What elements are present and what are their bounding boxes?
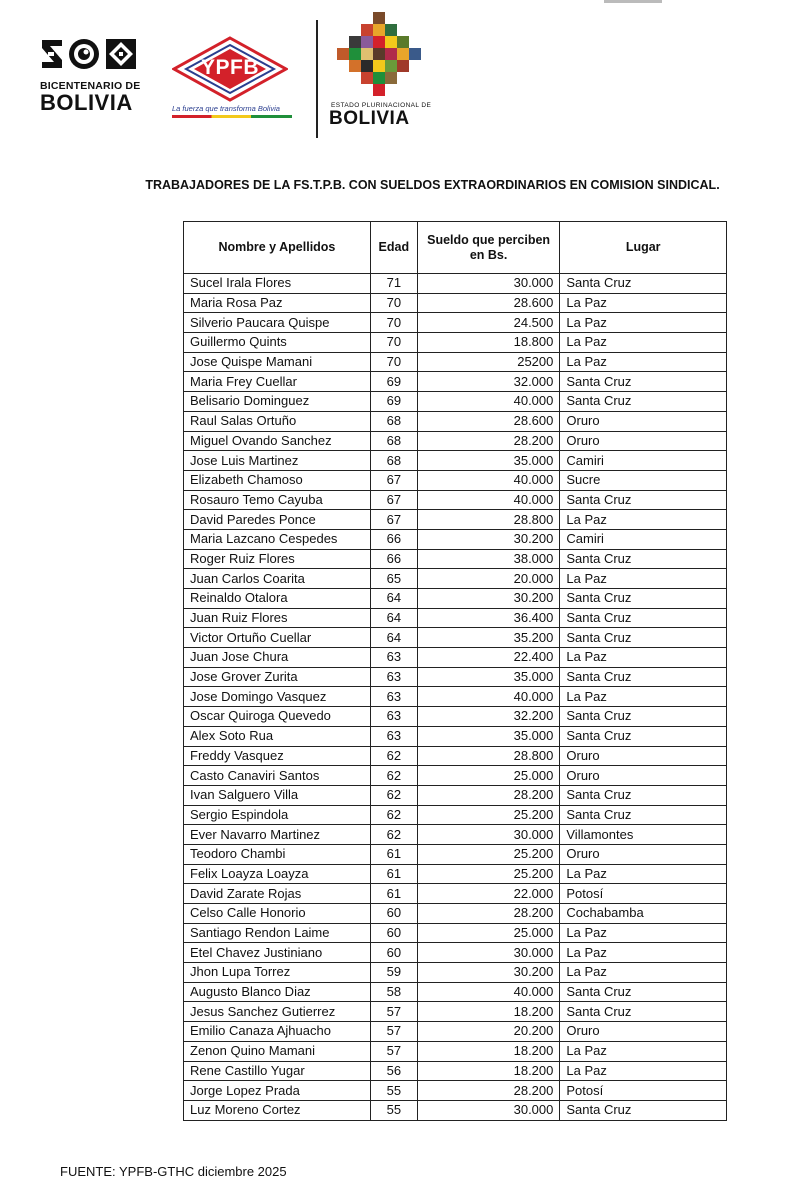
cell-age: 67: [370, 470, 417, 490]
cell-name: Jose Quispe Mamani: [184, 352, 371, 372]
table-row: [184, 766, 727, 786]
cell-salary: 22.400: [417, 648, 560, 668]
table-body: [184, 274, 727, 1121]
cell-salary: 30.000: [417, 1100, 560, 1120]
cell-location: Santa Cruz: [560, 392, 727, 412]
cell-age: 67: [370, 490, 417, 510]
cell-salary: 38.000: [417, 549, 560, 569]
cell-location: Oruro: [560, 766, 727, 786]
cell-name: Teodoro Chambi: [184, 844, 371, 864]
cell-location: La Paz: [560, 569, 727, 589]
cell-salary: 30.000: [417, 274, 560, 294]
cell-salary: 28.600: [417, 293, 560, 313]
table-row: [184, 274, 727, 294]
table-row: [184, 785, 727, 805]
cell-age: 61: [370, 844, 417, 864]
cell-age: 63: [370, 667, 417, 687]
cell-location: Oruro: [560, 431, 727, 451]
cell-name: Jesus Sanchez Gutierrez: [184, 1002, 371, 1022]
table-row: [184, 628, 727, 648]
cell-salary: 22.000: [417, 884, 560, 904]
bicentenario-line2: BOLIVIA: [40, 90, 133, 115]
cell-name: Zenon Quino Mamani: [184, 1041, 371, 1061]
cell-location: Cochabamba: [560, 904, 727, 924]
document-title: TRABAJADORES DE LA FS.T.P.B. CON SUELDOS EXTRAORDINARIOS EN COMISION SINDICAL.: [145, 178, 720, 192]
table-row: [184, 352, 727, 372]
cell-salary: 35.200: [417, 628, 560, 648]
bicentenario-line1: BICENTENARIO DE: [40, 80, 141, 92]
cell-salary: 32.000: [417, 372, 560, 392]
table-row: [184, 648, 727, 668]
cell-location: La Paz: [560, 333, 727, 353]
cell-name: Casto Canaviri Santos: [184, 766, 371, 786]
cell-name: Santiago Rendon Laime: [184, 923, 371, 943]
cell-name: Juan Carlos Coarita: [184, 569, 371, 589]
cell-age: 66: [370, 529, 417, 549]
ypfb-diamond-icon: [172, 36, 288, 102]
cell-age: 55: [370, 1100, 417, 1120]
table-row: [184, 844, 727, 864]
cell-name: Silverio Paucara Quispe: [184, 313, 371, 333]
cell-age: 60: [370, 923, 417, 943]
header-salary: Sueldo que perciben en Bs.: [417, 222, 560, 274]
cell-name: Etel Chavez Justiniano: [184, 943, 371, 963]
cell-age: 61: [370, 864, 417, 884]
cell-salary: 40.000: [417, 687, 560, 707]
table-row: [184, 667, 727, 687]
table-row: [184, 982, 727, 1002]
cell-salary: 28.200: [417, 904, 560, 924]
table-row: [184, 431, 727, 451]
table-row: [184, 805, 727, 825]
document-header: [0, 0, 805, 150]
cell-salary: 25.000: [417, 923, 560, 943]
cell-name: Reinaldo Otalora: [184, 589, 371, 609]
cell-age: 70: [370, 293, 417, 313]
cell-age: 62: [370, 825, 417, 845]
table-row: [184, 589, 727, 609]
cell-location: Camiri: [560, 451, 727, 471]
table-row: [184, 1100, 727, 1120]
top-edge-mark: [604, 0, 662, 3]
cell-name: Ever Navarro Martinez: [184, 825, 371, 845]
cell-location: Santa Cruz: [560, 372, 727, 392]
cell-salary: 18.800: [417, 333, 560, 353]
table-row: [184, 707, 727, 727]
cell-name: Ivan Salguero Villa: [184, 785, 371, 805]
cell-salary: 30.000: [417, 943, 560, 963]
table-row: [184, 1061, 727, 1081]
table-row: [184, 451, 727, 471]
ypfb-logo: [168, 36, 298, 118]
cell-name: Roger Ruiz Flores: [184, 549, 371, 569]
table-row: [184, 963, 727, 983]
table-row: [184, 864, 727, 884]
cell-age: 71: [370, 274, 417, 294]
cell-name: Juan Jose Chura: [184, 648, 371, 668]
cell-age: 60: [370, 943, 417, 963]
cell-salary: 18.200: [417, 1002, 560, 1022]
table-row: [184, 825, 727, 845]
cell-name: Juan Ruiz Flores: [184, 608, 371, 628]
header-location: Lugar: [560, 222, 727, 274]
cell-salary: 32.200: [417, 707, 560, 727]
cell-age: 62: [370, 766, 417, 786]
estado-plurinacional-logo: [325, 12, 435, 129]
cell-salary: 28.200: [417, 1081, 560, 1101]
estado-line2: BOLIVIA: [329, 108, 410, 129]
cell-age: 61: [370, 884, 417, 904]
cell-name: Rosauro Temo Cayuba: [184, 490, 371, 510]
table-row: [184, 746, 727, 766]
cell-age: 68: [370, 431, 417, 451]
cell-salary: 30.000: [417, 825, 560, 845]
cell-location: Villamontes: [560, 825, 727, 845]
table-row: [184, 687, 727, 707]
cell-location: Oruro: [560, 844, 727, 864]
table-row: [184, 943, 727, 963]
cell-location: Santa Cruz: [560, 628, 727, 648]
cell-salary: 28.200: [417, 431, 560, 451]
source-note: FUENTE: YPFB-GTHC diciembre 2025: [60, 1164, 287, 1179]
cell-location: Santa Cruz: [560, 1100, 727, 1120]
cell-age: 63: [370, 707, 417, 727]
cell-age: 70: [370, 333, 417, 353]
cell-location: Oruro: [560, 1022, 727, 1042]
cell-location: Santa Cruz: [560, 726, 727, 746]
table-row: [184, 529, 727, 549]
cell-name: Maria Frey Cuellar: [184, 372, 371, 392]
cell-age: 69: [370, 392, 417, 412]
cell-name: Sucel Irala Flores: [184, 274, 371, 294]
cell-salary: 35.000: [417, 726, 560, 746]
cell-location: Santa Cruz: [560, 667, 727, 687]
cell-name: Freddy Vasquez: [184, 746, 371, 766]
table-row: [184, 1002, 727, 1022]
cell-location: La Paz: [560, 864, 727, 884]
cell-location: Potosí: [560, 1081, 727, 1101]
table-row: [184, 333, 727, 353]
cell-age: 60: [370, 904, 417, 924]
cell-location: La Paz: [560, 293, 727, 313]
cell-age: 63: [370, 648, 417, 668]
bicentenario-emblem-icon: [40, 32, 152, 76]
cell-location: La Paz: [560, 1061, 727, 1081]
cell-salary: 40.000: [417, 470, 560, 490]
cell-location: La Paz: [560, 1041, 727, 1061]
cell-age: 58: [370, 982, 417, 1002]
cell-name: David Zarate Rojas: [184, 884, 371, 904]
cell-location: Santa Cruz: [560, 982, 727, 1002]
cell-age: 62: [370, 785, 417, 805]
estado-line1: ESTADO PLURINACIONAL DE: [331, 102, 432, 109]
cell-location: La Paz: [560, 510, 727, 530]
cell-location: Santa Cruz: [560, 549, 727, 569]
cell-salary: 28.600: [417, 411, 560, 431]
cell-name: Maria Lazcano Cespedes: [184, 529, 371, 549]
cell-salary: 18.200: [417, 1041, 560, 1061]
cell-location: Santa Cruz: [560, 805, 727, 825]
cell-salary: 35.000: [417, 451, 560, 471]
cell-salary: 28.200: [417, 785, 560, 805]
table-row: [184, 411, 727, 431]
cell-salary: 24.500: [417, 313, 560, 333]
cell-location: Santa Cruz: [560, 1002, 727, 1022]
cell-location: Santa Cruz: [560, 608, 727, 628]
cell-age: 62: [370, 746, 417, 766]
cell-location: La Paz: [560, 313, 727, 333]
cell-age: 63: [370, 687, 417, 707]
cell-name: David Paredes Ponce: [184, 510, 371, 530]
cell-name: Victor Ortuño Cuellar: [184, 628, 371, 648]
table-row: [184, 392, 727, 412]
cell-location: La Paz: [560, 923, 727, 943]
cell-name: Rene Castillo Yugar: [184, 1061, 371, 1081]
cell-salary: 30.200: [417, 589, 560, 609]
cell-salary: 25200: [417, 352, 560, 372]
ypfb-name: YPFB: [200, 56, 259, 79]
cell-age: 70: [370, 352, 417, 372]
cell-age: 59: [370, 963, 417, 983]
cell-age: 57: [370, 1022, 417, 1042]
cell-salary: 40.000: [417, 490, 560, 510]
header-name: Nombre y Apellidos: [184, 222, 371, 274]
table-row: [184, 470, 727, 490]
table-row: [184, 608, 727, 628]
cell-salary: 28.800: [417, 510, 560, 530]
table-row: [184, 549, 727, 569]
cell-salary: 18.200: [417, 1061, 560, 1081]
cell-salary: 25.200: [417, 844, 560, 864]
cell-age: 70: [370, 313, 417, 333]
cell-location: Santa Cruz: [560, 589, 727, 609]
bicentenario-logo: [40, 32, 152, 114]
cell-name: Oscar Quiroga Quevedo: [184, 707, 371, 727]
cell-name: Felix Loayza Loayza: [184, 864, 371, 884]
cell-salary: 25.200: [417, 805, 560, 825]
cell-age: 67: [370, 510, 417, 530]
header-age: Edad: [370, 222, 417, 274]
ypfb-tricolor-bar: [172, 115, 292, 118]
table-row: [184, 293, 727, 313]
table-row: [184, 569, 727, 589]
cell-age: 65: [370, 569, 417, 589]
cell-age: 62: [370, 805, 417, 825]
cell-name: Emilio Canaza Ajhuacho: [184, 1022, 371, 1042]
ypfb-tagline: La fuerza que transforma Bolivia: [172, 104, 280, 113]
cell-location: La Paz: [560, 648, 727, 668]
table-row: [184, 1022, 727, 1042]
cell-salary: 20.200: [417, 1022, 560, 1042]
cell-salary: 25.200: [417, 864, 560, 884]
cell-name: Jose Domingo Vasquez: [184, 687, 371, 707]
cell-salary: 20.000: [417, 569, 560, 589]
cell-age: 57: [370, 1041, 417, 1061]
cell-name: Alex Soto Rua: [184, 726, 371, 746]
cell-salary: 40.000: [417, 392, 560, 412]
cell-salary: 25.000: [417, 766, 560, 786]
cell-age: 64: [370, 589, 417, 609]
workers-table: [183, 221, 727, 1121]
cell-location: La Paz: [560, 687, 727, 707]
cell-location: Santa Cruz: [560, 274, 727, 294]
cell-location: La Paz: [560, 352, 727, 372]
cell-age: 63: [370, 726, 417, 746]
table-row: [184, 313, 727, 333]
cell-location: Oruro: [560, 746, 727, 766]
cell-name: Jorge Lopez Prada: [184, 1081, 371, 1101]
cell-salary: 40.000: [417, 982, 560, 1002]
cell-age: 66: [370, 549, 417, 569]
cell-name: Luz Moreno Cortez: [184, 1100, 371, 1120]
cell-salary: 30.200: [417, 963, 560, 983]
cell-name: Belisario Dominguez: [184, 392, 371, 412]
cell-location: Oruro: [560, 411, 727, 431]
cell-age: 69: [370, 372, 417, 392]
cell-age: 56: [370, 1061, 417, 1081]
cell-salary: 30.200: [417, 529, 560, 549]
cell-age: 64: [370, 608, 417, 628]
cell-location: Santa Cruz: [560, 490, 727, 510]
cell-age: 68: [370, 411, 417, 431]
table-row: [184, 726, 727, 746]
cell-location: Potosí: [560, 884, 727, 904]
cell-salary: 35.000: [417, 667, 560, 687]
cell-location: Sucre: [560, 470, 727, 490]
table-header-row: [184, 222, 727, 274]
cell-location: Camiri: [560, 529, 727, 549]
cell-salary: 28.800: [417, 746, 560, 766]
cell-name: Maria Rosa Paz: [184, 293, 371, 313]
cell-location: La Paz: [560, 943, 727, 963]
table-row: [184, 904, 727, 924]
cell-name: Elizabeth Chamoso: [184, 470, 371, 490]
cell-age: 57: [370, 1002, 417, 1022]
cell-name: Miguel Ovando Sanchez: [184, 431, 371, 451]
cell-name: Celso Calle Honorio: [184, 904, 371, 924]
header-divider: [316, 20, 318, 138]
cell-location: Santa Cruz: [560, 785, 727, 805]
table-row: [184, 1041, 727, 1061]
cell-name: Jose Grover Zurita: [184, 667, 371, 687]
cell-age: 64: [370, 628, 417, 648]
cell-name: Jose Luis Martinez: [184, 451, 371, 471]
cell-location: La Paz: [560, 963, 727, 983]
cell-age: 55: [370, 1081, 417, 1101]
table-row: [184, 510, 727, 530]
cell-name: Jhon Lupa Torrez: [184, 963, 371, 983]
table-row: [184, 923, 727, 943]
table-row: [184, 372, 727, 392]
cell-location: Santa Cruz: [560, 707, 727, 727]
cell-name: Guillermo Quints: [184, 333, 371, 353]
table-row: [184, 884, 727, 904]
table-row: [184, 1081, 727, 1101]
cell-age: 68: [370, 451, 417, 471]
cell-name: Augusto Blanco Diaz: [184, 982, 371, 1002]
table-row: [184, 490, 727, 510]
cell-name: Sergio Espindola: [184, 805, 371, 825]
estado-mosaic-icon: [335, 12, 425, 96]
cell-salary: 36.400: [417, 608, 560, 628]
cell-name: Raul Salas Ortuño: [184, 411, 371, 431]
